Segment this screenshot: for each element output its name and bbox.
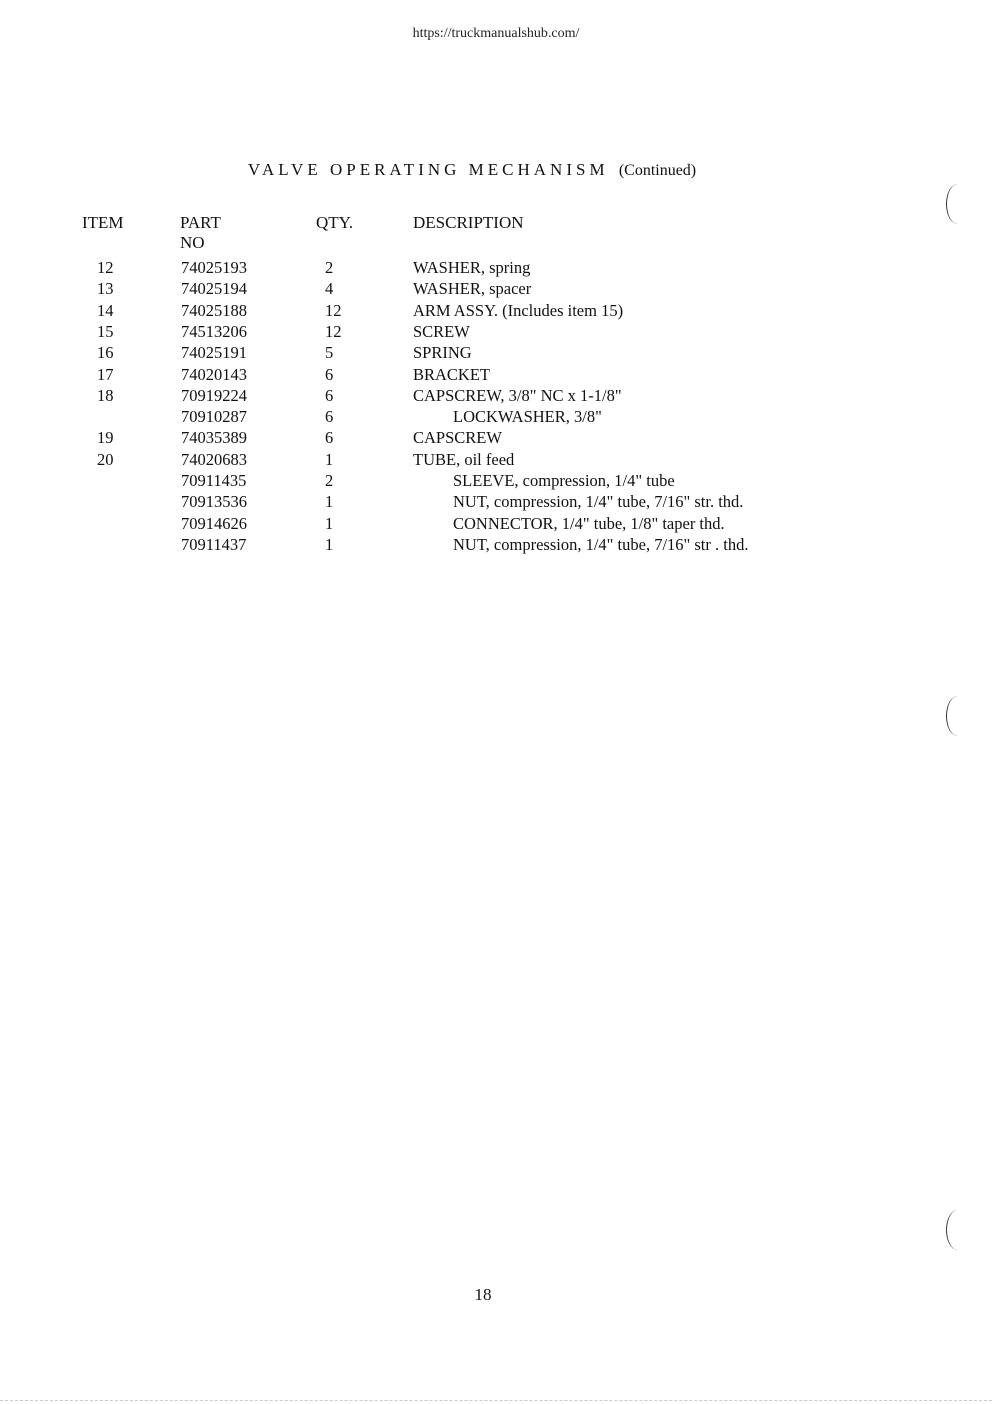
part-number: 74020683 <box>181 449 247 469</box>
quantity: 2 <box>325 258 334 277</box>
description: LOCKWASHER, 3/8" <box>453 407 602 427</box>
quantity: 4 <box>325 279 334 299</box>
quantity: 1 <box>325 513 334 533</box>
header-part-no: PART NO <box>180 213 221 252</box>
table-row <box>0 257 992 278</box>
table-row <box>0 321 992 342</box>
part-number: 70911437 <box>181 534 247 554</box>
table-row <box>0 342 992 363</box>
quantity: 6 <box>325 385 334 405</box>
header-qty: QTY. <box>316 213 353 232</box>
page-edge-line <box>0 1400 992 1401</box>
table-row <box>0 427 992 448</box>
item-number: 12 <box>97 258 114 277</box>
description: ARM ASSY. (Includes item 15) <box>413 300 624 320</box>
section-title-suffix: (Continued) <box>618 162 697 179</box>
header-item: ITEM <box>82 213 124 232</box>
part-number: 74025193 <box>181 258 247 277</box>
binder-hole-mark <box>946 696 969 736</box>
item-number: 15 <box>97 321 114 341</box>
quantity: 1 <box>325 492 334 512</box>
quantity: 2 <box>325 471 334 490</box>
item-number: 13 <box>97 279 114 299</box>
binder-hole-mark <box>946 184 969 224</box>
table-row <box>0 406 992 427</box>
part-number: 70910287 <box>181 407 247 427</box>
table-row <box>0 364 992 385</box>
description: NUT, compression, 1/4" tube, 7/16" str. thd. <box>453 492 744 512</box>
quantity: 12 <box>325 321 342 341</box>
section-title <box>0 160 944 180</box>
binder-hole-mark <box>946 1210 969 1250</box>
description: SLEEVE, compression, 1/4" tube <box>453 471 675 490</box>
item-number: 14 <box>97 300 114 320</box>
quantity: 1 <box>325 449 334 469</box>
item-number: 20 <box>97 449 114 469</box>
part-number: 70911435 <box>181 471 247 490</box>
description: CONNECTOR, 1/4" tube, 1/8" taper thd. <box>453 513 725 533</box>
item-number: 16 <box>97 343 114 363</box>
description: WASHER, spacer <box>413 279 532 299</box>
description: TUBE, oil feed <box>413 449 515 469</box>
description: SCREW <box>413 321 470 341</box>
description: WASHER, spring <box>413 258 531 277</box>
item-number: 17 <box>97 364 114 384</box>
table-row <box>0 470 992 491</box>
quantity: 12 <box>325 300 342 320</box>
table-row <box>0 385 992 406</box>
part-number: 74513206 <box>181 321 247 341</box>
quantity: 6 <box>325 407 334 427</box>
item-number: 18 <box>97 385 114 405</box>
description: CAPSCREW <box>413 428 502 448</box>
part-number: 74020143 <box>181 364 247 384</box>
description: CAPSCREW, 3/8" NC x 1-1/8" <box>413 385 622 405</box>
description: SPRING <box>413 343 472 363</box>
quantity: 1 <box>325 534 334 554</box>
quantity: 6 <box>325 428 334 448</box>
table-row <box>0 534 992 555</box>
table-row <box>0 491 992 512</box>
table-row <box>0 449 992 470</box>
part-number: 74035389 <box>181 428 247 448</box>
part-number: 70914626 <box>181 513 247 533</box>
page-number: 18 <box>474 1285 492 1304</box>
description: NUT, compression, 1/4" tube, 7/16" str . thd. <box>453 534 749 554</box>
table-row <box>0 300 992 321</box>
part-number: 74025194 <box>181 279 247 299</box>
source-url[interactable]: https://truckmanualshub.com/ <box>412 26 580 41</box>
quantity: 6 <box>325 364 334 384</box>
item-number: 19 <box>97 428 114 448</box>
part-number: 70919224 <box>181 385 247 405</box>
table-row <box>0 513 992 534</box>
quantity: 5 <box>325 343 334 363</box>
description: BRACKET <box>413 364 491 384</box>
part-number: 74025188 <box>181 300 247 320</box>
part-number: 70913536 <box>181 492 247 512</box>
header-description: DESCRIPTION <box>413 213 524 232</box>
part-number: 74025191 <box>181 343 247 363</box>
section-title-main: VALVE OPERATING MECHANISM <box>247 160 609 179</box>
table-row <box>0 278 992 299</box>
